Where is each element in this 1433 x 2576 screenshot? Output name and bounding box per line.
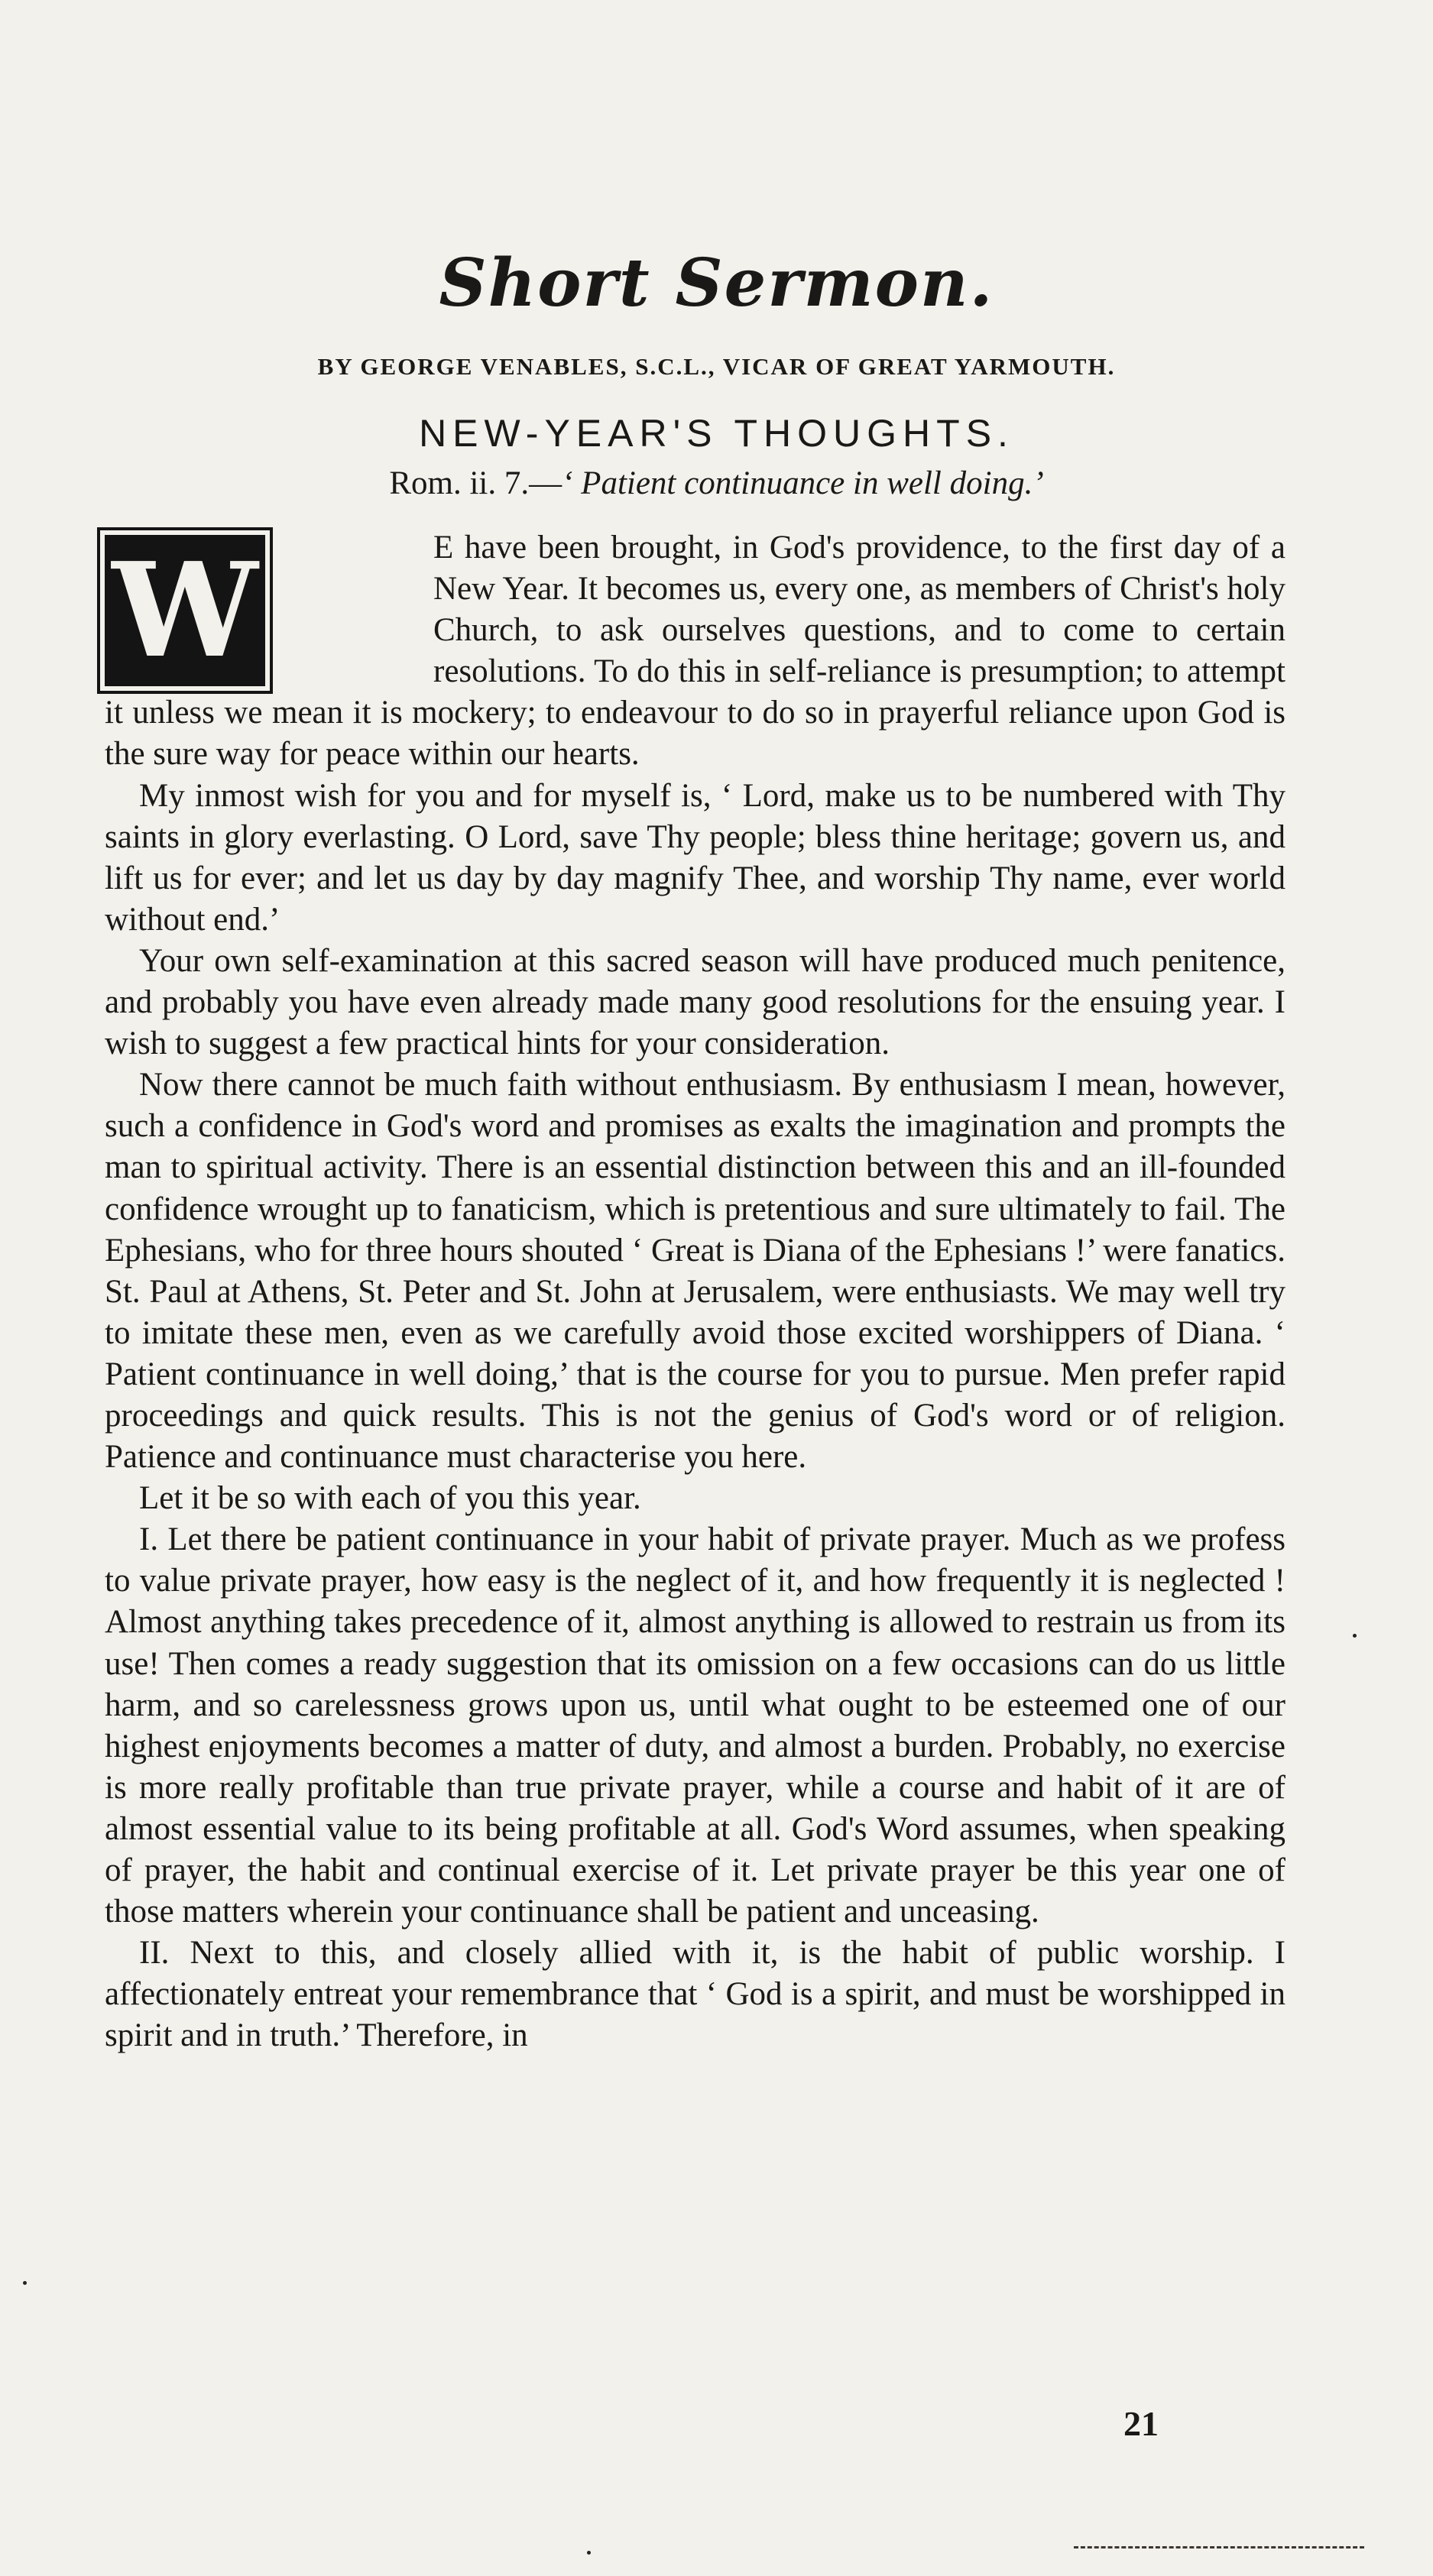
scripture-reference xyxy=(0,465,1433,502)
print-speck xyxy=(23,2281,27,2285)
paragraph: Your own self-examination at this sacred season will have produced much penitence, and probably you have even already made many good resolutions for the ensuing year. I wish to suggest a few practical hints for your consideration. xyxy=(105,942,1285,1062)
drop-cap-spacer xyxy=(105,527,269,528)
footer-rule xyxy=(1074,2546,1364,2548)
paragraph: I. Let there be patient continuance in your habit of private prayer. Much as we profess to value private prayer, how easy is the neglect of it, and how frequently it is neglected ! Almost anything takes precedence of it, almost anything is allowed to restrain us from its use! Then comes a ready suggestion that its omission on a few occasions can do us little harm, and so carelessness grows upon us, until what ought to be esteemed one of our highest enjoyments becomes a matter of duty, and almost a burden. Probably, no exercise is more really profitable than true private prayer, while a course and habit of it are of almost essential value to its being profitable at all. God's Word assumes, when speaking of prayer, the habit and continual exercise of it. Let private prayer be this year one of those matters wherein your continuance shall be patient and unceasing. xyxy=(105,1521,1285,1930)
paragraph: Now there cannot be much faith without enthusiasm. By enthusiasm I mean, however, such a confidence in God's word and promises as exalts the imagination and prompts the man to spiritual activity. There is an essential distinction between this and an ill-founded confidence wrought up to fanaticism, which is pretentious and sure ultimately to fail. The Ephesians, who for three hours shouted ‘ Great is Diana of the Ephesians !’ were fanatics. St. Paul at Athens, St. Peter and St. John at Jerusalem, were enthusiasts. We may well try to imitate these men, even as we carefully avoid those excited worshippers of Diana. ‘ Patient continuance in well doing,’ that is the course for you to pursue. Men prefer rapid proceedings and quick results. This is not the genius of God's word or of religion. Patience and continuance must characterise you here. xyxy=(105,1067,1285,1476)
page-number: 21 xyxy=(1123,2404,1159,2443)
sermon-heading: NEW-YEAR'S THOUGHTS. xyxy=(419,412,1014,455)
drop-cap-float xyxy=(269,527,433,684)
author-byline: BY GEORGE VENABLES, S.C.L., VICAR OF GREAT YARMOUTH. xyxy=(317,353,1116,380)
paragraph: My inmost wish for you and for myself is, ‘ Lord, make us to be numbered with Thy saints in glory everlasting. O Lord, save Thy people; bless thine heritage; govern us, and lift us for ever; and let us day by day magnify Thee, and worship Thy name, ever world without end.’ xyxy=(105,777,1285,938)
paragraph: Let it be so with each of you this year. xyxy=(139,1480,641,1517)
print-speck xyxy=(1353,1634,1357,1638)
paragraph-opening xyxy=(105,527,1285,776)
print-speck xyxy=(587,2551,591,2555)
sermon-title: Short Sermon. xyxy=(439,245,994,322)
paragraph-text: E have been brought, in God's providence, to the first day of a New Year. It becomes us, every one, as members of Christ's holy Church, to ask ourselves questions, and to come to certain resolutions. To do this in self-reliance is presumption; to attempt it unless we mean it is mockery; to endeavour to do so in prayerful reliance upon God is the sure way for peace within our hearts. xyxy=(105,530,1285,773)
scripture-citation: Rom. ii. 7.— xyxy=(389,465,563,501)
paragraph: II. Next to this, and closely allied with it, is the habit of public worship. I affectionately entreat your remembrance that ‘ God is a spirit, and must be worshipped in spirit and in truth.’ Therefore, in xyxy=(105,1935,1285,2054)
sermon-body xyxy=(105,527,1285,2056)
drop-cap-letter: W xyxy=(105,535,265,686)
scripture-quote: ‘ Patient continuance in well doing.’ xyxy=(562,465,1044,501)
